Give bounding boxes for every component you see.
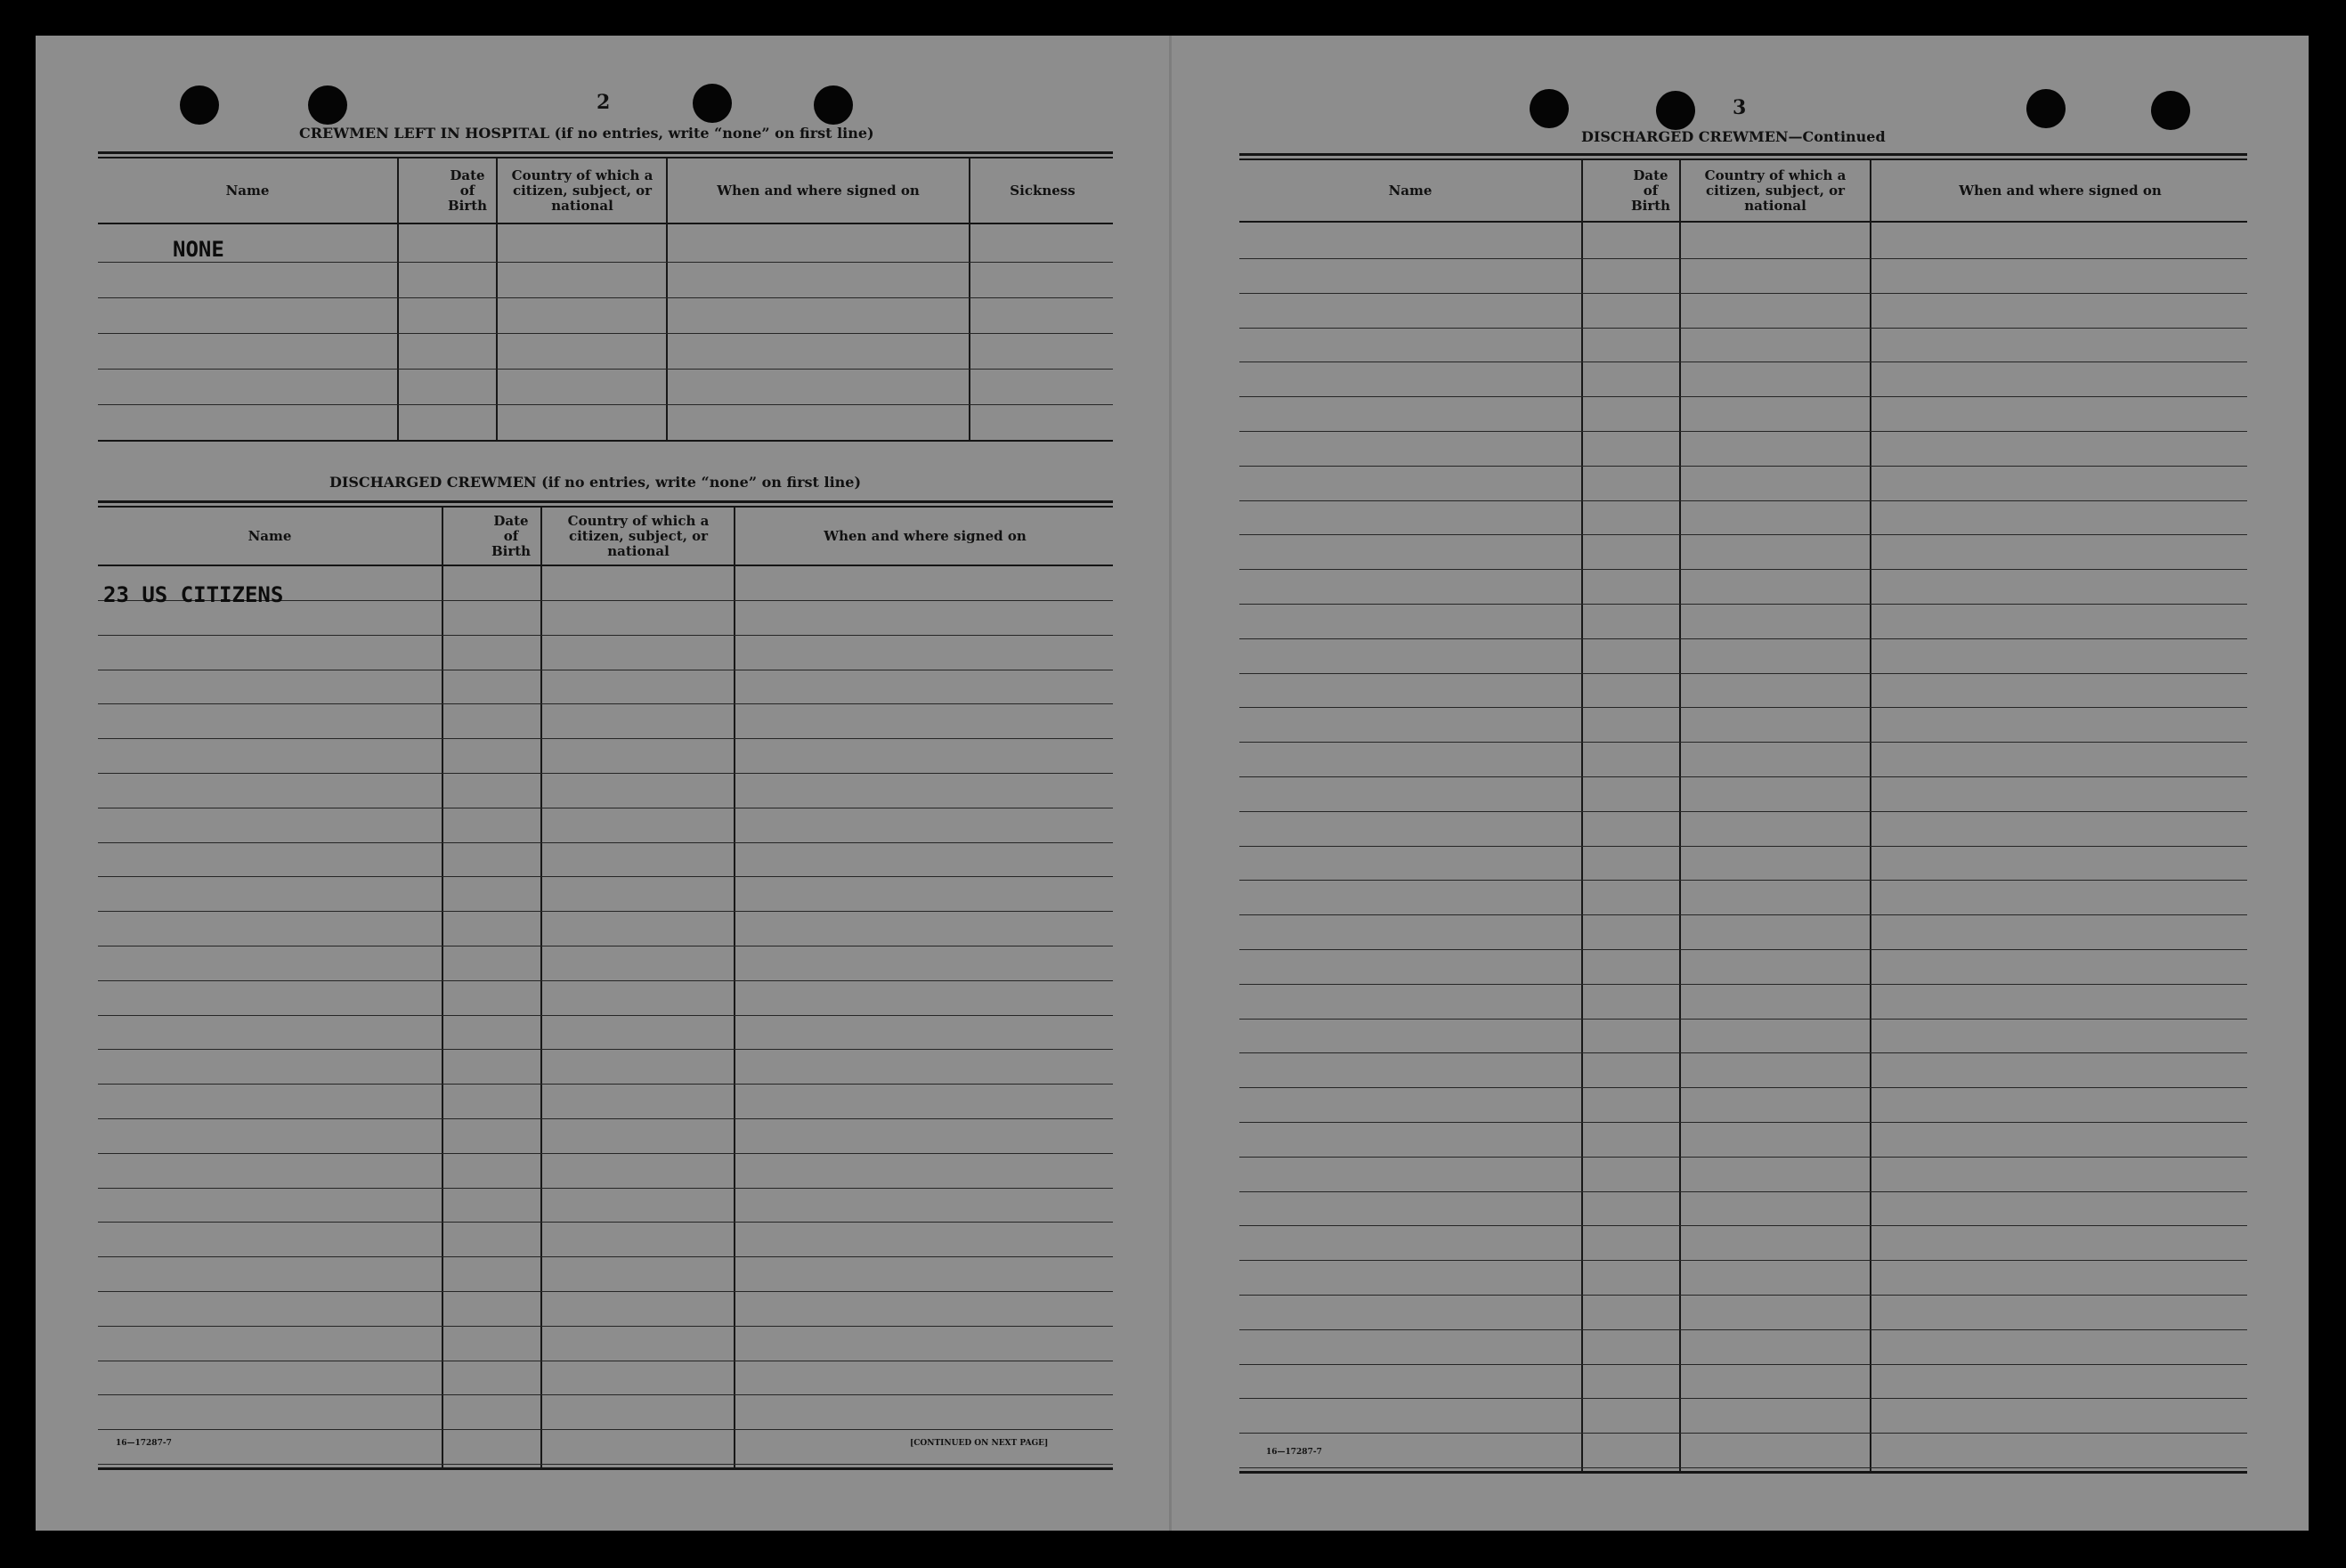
discharged-continued-title: DISCHARGED CREWMEN—Continued bbox=[1581, 128, 1886, 145]
ruled-line bbox=[98, 1394, 1113, 1395]
column-header-signed-on: When and where signed on bbox=[717, 182, 920, 199]
hospital-entry: NONE bbox=[173, 237, 224, 262]
ruled-line bbox=[1239, 638, 2247, 639]
ruled-line bbox=[1239, 1329, 2247, 1330]
ruled-line bbox=[1239, 604, 2247, 605]
ruled-line bbox=[1239, 673, 2247, 674]
ruled-line bbox=[1239, 1122, 2247, 1123]
discharged-section-title: DISCHARGED CREWMEN (if no entries, write “none” on first line) bbox=[329, 474, 862, 491]
ruled-line bbox=[1239, 1295, 2247, 1296]
ruled-line bbox=[98, 1015, 1113, 1016]
hospital-section-title: CREWMEN LEFT IN HOSPITAL (if no entries, write “none” on first line) bbox=[299, 125, 874, 142]
ruled-line bbox=[98, 297, 1113, 298]
column-header-country: Country of which a citizen, subject, or national bbox=[1704, 167, 1847, 214]
left-page bbox=[36, 36, 1169, 1531]
page-number: 2 bbox=[597, 91, 611, 114]
continued-note: [CONTINUED ON NEXT PAGE] bbox=[910, 1439, 1049, 1448]
ruled-line bbox=[1239, 396, 2247, 397]
column-header-country: Country of which a citizen, subject, or national bbox=[567, 512, 710, 559]
ruled-line bbox=[98, 1429, 1113, 1430]
ruled-line bbox=[1239, 1433, 2247, 1434]
ruled-line bbox=[98, 635, 1113, 636]
ruled-line bbox=[1239, 880, 2247, 881]
column-header-date-of-birth: Date of Birth bbox=[447, 167, 488, 214]
ruled-line bbox=[98, 369, 1113, 370]
ruled-line bbox=[98, 1188, 1113, 1189]
ruled-line bbox=[1239, 466, 2247, 467]
discharged-continued-table bbox=[1239, 153, 2247, 1476]
column-header-date-of-birth: Date of Birth bbox=[1630, 167, 1671, 214]
right-page bbox=[1172, 36, 2309, 1531]
ruled-line bbox=[1239, 742, 2247, 743]
ruled-line bbox=[98, 404, 1113, 405]
column-header-name: Name bbox=[248, 527, 292, 544]
ruled-line bbox=[1239, 500, 2247, 501]
ruled-line bbox=[98, 738, 1113, 739]
ruled-line bbox=[1239, 811, 2247, 812]
ruled-line bbox=[1239, 1157, 2247, 1158]
ruled-line bbox=[1239, 914, 2247, 915]
ruled-line bbox=[98, 262, 1113, 263]
ruled-line bbox=[1239, 1260, 2247, 1261]
ruled-line bbox=[1239, 328, 2247, 329]
column-header-name: Name bbox=[1388, 182, 1433, 199]
ruled-line bbox=[1239, 1398, 2247, 1399]
ruled-line bbox=[1239, 1467, 2247, 1468]
ruled-line bbox=[1239, 776, 2247, 777]
hospital-table bbox=[98, 151, 1113, 445]
column-header-sickness: Sickness bbox=[1010, 182, 1076, 199]
form-number: 16—17287-7 bbox=[1266, 1448, 1322, 1457]
ruled-line bbox=[98, 1118, 1113, 1119]
ruled-line bbox=[98, 842, 1113, 843]
ruled-line bbox=[1239, 293, 2247, 294]
column-header-date-of-birth: Date of Birth bbox=[491, 512, 532, 559]
page-number: 3 bbox=[1733, 96, 1747, 119]
column-header-signed-on: When and where signed on bbox=[1959, 182, 2162, 199]
ruled-line bbox=[1239, 258, 2247, 259]
ruled-line bbox=[1239, 569, 2247, 570]
ruled-line bbox=[98, 876, 1113, 877]
ruled-line bbox=[1239, 534, 2247, 535]
ruled-line bbox=[98, 1326, 1113, 1327]
ruled-line bbox=[1239, 984, 2247, 985]
ruled-line bbox=[98, 1153, 1113, 1154]
ruled-line bbox=[1239, 1191, 2247, 1192]
ruled-line bbox=[98, 1049, 1113, 1050]
ruled-line bbox=[98, 1222, 1113, 1223]
discharged-entry: 23 US CITIZENS bbox=[103, 582, 284, 607]
discharged-table bbox=[98, 500, 1113, 1473]
ruled-line bbox=[98, 980, 1113, 981]
ruled-line bbox=[1239, 1052, 2247, 1053]
ruled-line bbox=[98, 1291, 1113, 1292]
form-number: 16—17287-7 bbox=[116, 1439, 172, 1448]
ruled-line bbox=[1239, 431, 2247, 432]
column-header-signed-on: When and where signed on bbox=[824, 527, 1027, 544]
scanned-document bbox=[36, 36, 2309, 1531]
ruled-line bbox=[98, 1464, 1113, 1465]
ruled-line bbox=[1239, 949, 2247, 950]
ruled-line bbox=[1239, 1225, 2247, 1226]
column-header-name: Name bbox=[225, 182, 270, 199]
ruled-line bbox=[1239, 846, 2247, 847]
ruled-line bbox=[98, 1084, 1113, 1085]
ruled-line bbox=[98, 911, 1113, 912]
ruled-line bbox=[1239, 1019, 2247, 1020]
ruled-line bbox=[98, 333, 1113, 334]
ruled-line bbox=[98, 773, 1113, 774]
ruled-line bbox=[98, 1256, 1113, 1257]
ruled-line bbox=[1239, 1087, 2247, 1088]
ruled-line bbox=[1239, 1364, 2247, 1365]
ruled-line bbox=[98, 703, 1113, 704]
column-header-country: Country of which a citizen, subject, or national bbox=[511, 167, 653, 214]
ruled-line bbox=[1239, 707, 2247, 708]
